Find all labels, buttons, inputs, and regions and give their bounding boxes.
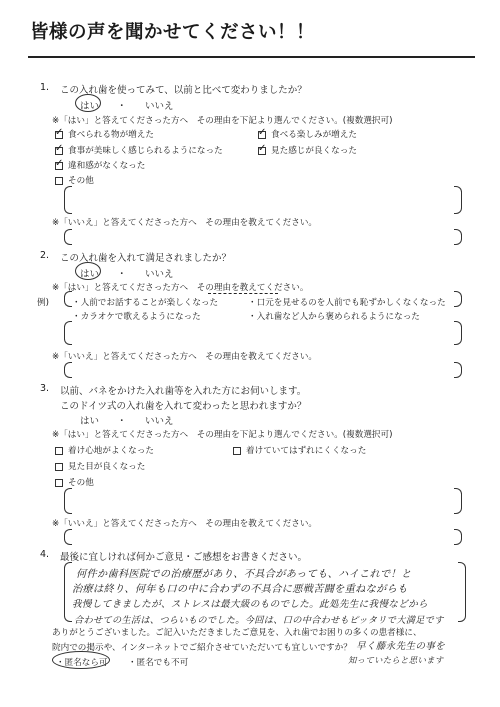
q2-no-prompt: ※「いいえ」と答えてくださった方へ その理由を教えてください。 (52, 352, 318, 362)
q1-other-bracket-right (454, 186, 462, 214)
check-mark-icon: ✓ (55, 143, 64, 154)
q3-option-label: 着けていてはずれにくくなった (246, 446, 367, 456)
q3-number: 3. (40, 383, 50, 394)
q2-underline-mark (208, 293, 278, 294)
q1-yes[interactable]: はい (80, 101, 100, 112)
q2-dot: ・ (117, 269, 127, 280)
q2-example: ・口元を見せるのを人前でも恥ずかしくなくなった (248, 298, 446, 308)
q4-thanks-text: ありがとうございました。ご記入いただきましたご意見を、入れ歯でお困りの多くの患者様に、 (52, 628, 422, 638)
check-mark-icon: ✓ (258, 127, 267, 138)
q1-option-label: 違和感がなくなった (68, 161, 146, 171)
q3-question-line2: このドイツ式の入れ歯を入れて変わったと思われますか？ (60, 401, 307, 412)
q3-no-prompt: ※「いいえ」と答えてくださった方へ その理由を教えてください。 (52, 519, 318, 529)
q2-no[interactable]: いいえ (145, 269, 174, 280)
q2-example: ・人前でお話することが楽しくなった (72, 298, 219, 308)
q1-option-checkbox[interactable] (55, 127, 64, 139)
q2-yes-prompt: ※「はい」と答えてくださった方へ その理由を教えてください。 (52, 283, 309, 293)
q2-no-bracket-left (64, 362, 72, 378)
q3-option-checkbox[interactable] (55, 479, 63, 487)
q2-answer-bracket-right (454, 321, 462, 345)
q2-example-label: 例) (37, 298, 49, 308)
q2-example: ・入れ歯など人から褒められるようになった (248, 312, 420, 322)
q3-dot: ・ (117, 416, 127, 427)
q1-no-bracket-right (454, 229, 462, 245)
q1-no-prompt: ※「いいえ」と答えてくださった方へ その理由を教えてください。 (52, 218, 318, 228)
q3-no-bracket-right (454, 529, 462, 545)
q1-option-checkbox[interactable] (55, 158, 64, 170)
q2-question: この入れ歯を入れて満足されましたか？ (60, 253, 232, 264)
q3-yes[interactable]: はい (80, 416, 100, 427)
q4-handwritten-line: 治療は終り、何年も口の中に合わずの不具合に悪戦苦闘を重ねながらも (72, 584, 408, 595)
q4-handwritten-line: 何件か歯科医院での治療歴があり、不具合があっても、ハイこれで！と (76, 569, 412, 580)
q1-yes-prompt: ※「はい」と答えてくださった方へ その理由を下記より選んでください。(複数選択可) (52, 116, 393, 126)
q1-number: 1. (40, 82, 50, 93)
q4-number: 4. (40, 549, 50, 560)
q3-no-bracket-left (64, 529, 72, 545)
q4-side-note-line: 早く藤永先生の事を (356, 641, 446, 652)
q1-other-bracket-left (64, 186, 72, 214)
q1-option-label: 食べる楽しみが増えた (271, 130, 357, 140)
q4-side-note-line: 知っていたらと思います (348, 655, 444, 665)
page-title: 皆様の声を聞かせてください！！ (30, 22, 316, 43)
q2-yes-circle-mark (75, 262, 101, 280)
q4-publish-option-anonymous-ok[interactable]: ・匿名なら可 (56, 658, 108, 668)
q3-yes-prompt: ※「はい」と答えてくださった方へ その理由を下記より選んでください。(複数選択可) (52, 430, 393, 440)
q3-no[interactable]: いいえ (145, 416, 174, 427)
q1-option-label: その他 (68, 176, 94, 186)
q4-answer-bracket-right (458, 562, 466, 622)
q3-other-bracket-right (454, 488, 462, 514)
q2-yes[interactable]: はい (80, 269, 100, 280)
q4-publish-question: 院内での掲示や、インターネットでご紹介させていただいても宜しいですか？ (52, 643, 352, 653)
q1-option-checkbox[interactable] (258, 127, 267, 139)
q3-option-checkbox[interactable] (55, 447, 63, 455)
q2-no-bracket-right (454, 362, 462, 378)
q1-option-checkbox[interactable] (55, 177, 63, 185)
q1-option-checkbox[interactable] (55, 143, 64, 155)
q2-answer-bracket-left (64, 321, 72, 345)
q1-no-bracket-left (64, 229, 72, 245)
q1-option-checkbox[interactable] (258, 143, 267, 155)
q3-other-bracket-left (64, 488, 72, 514)
q3-option-checkbox[interactable] (55, 463, 63, 471)
q3-question: 以前、バネをかけた入れ歯等を入れた方にお伺いします。 (60, 386, 307, 397)
q3-option-label: 見た目が良くなった (68, 462, 146, 472)
q4-publish-option-anonymous-no[interactable]: ・匿名でも不可 (128, 658, 189, 668)
q1-yes-circle-mark (75, 94, 101, 112)
q4-question: 最後に宜しければ何かご意見・ご感想をお書きください。 (60, 552, 308, 563)
q1-option-label: 食事が美味しく感じられるようになった (68, 146, 223, 156)
q2-example-bracket-left (64, 291, 72, 307)
q4-handwritten-line: 合わせての生活は、つらいものでした。今回は、口の中合わせもピッタリで大満足です (74, 615, 444, 626)
check-mark-icon: ✓ (55, 127, 64, 138)
q1-question: この入れ歯を使ってみて、以前と比べて変わりましたか？ (60, 85, 307, 96)
q4-answer-bracket-left (64, 562, 72, 622)
q4-handwritten-line: 我慢してきましたが、ストレスは最大級のものでした。此処先生に我慢などから (72, 599, 428, 610)
q1-dot: ・ (117, 101, 127, 112)
q2-example-bracket-right (454, 291, 462, 307)
check-mark-icon: ✓ (258, 143, 267, 154)
q2-number: 2. (40, 250, 50, 261)
q1-option-label: 見た感じが良くなった (271, 146, 357, 156)
q4-publish-circle-mark (52, 651, 110, 669)
q1-no[interactable]: いいえ (145, 101, 174, 112)
check-mark-icon: ✓ (55, 158, 64, 169)
q3-option-label: その他 (68, 478, 94, 488)
q3-option-label: 着け心地がよくなった (68, 446, 154, 456)
q2-example: ・カラオケで歌えるようになった (72, 312, 201, 322)
title-underline (28, 56, 475, 58)
q3-option-checkbox[interactable] (233, 447, 241, 455)
q1-option-label: 食べられる物が増えた (68, 130, 154, 140)
